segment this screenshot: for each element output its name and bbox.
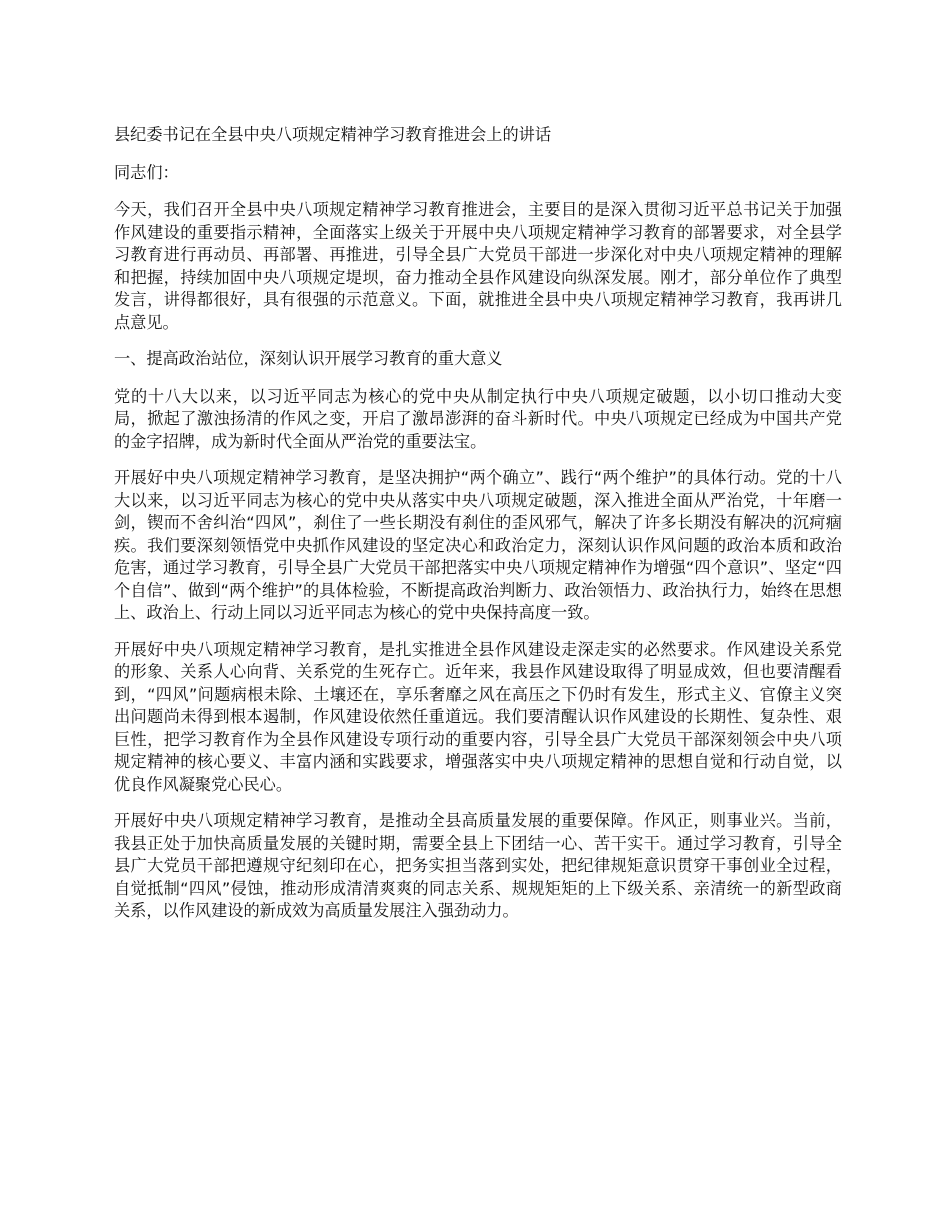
paragraph-background: 党的十八大以来，以习近平同志为核心的党中央从制定执行中央八项规定破题，以小切口推动大变局，掀起了激浊扬清的作风之变，开启了激昂澎湃的奋斗新时代。中央八项规定已经成为中国共产党的金字招牌，成为新时代全面从严治党的重要法宝。 <box>114 386 842 451</box>
paragraph-political-significance: 开展好中央八项规定精神学习教育，是坚决拥护“两个确立”、践行“两个维护”的具体行动。党的十八大以来，以习近平同志为核心的党中央从落实中央八项规定破题，深入推进全面从严治党，十年磨一剑，锲而不舍纠治“四风”，刹住了一些长期没有刹住的歪风邪气，解决了许多长期没有解决的沉疴痼疾。我们要深刻领悟党中央抓作风建设的坚定决心和政治定力，深刻认识作风问题的政治本质和政治危害，通过学习教育，引导全县广大党员干部把落实中央八项规定精神作为增强“四个意识”、坚定“四个自信”、做到“两个维护”的具体检验，不断提高政治判断力、政治领悟力、政治执行力，始终在思想上、政治上、行动上同以习近平同志为核心的党中央保持高度一致。 <box>114 468 842 622</box>
paragraph-opening: 今天，我们召开全县中央八项规定精神学习教育推进会，主要目的是深入贯彻习近平总书记关于加强作风建设的重要指示精神，全面落实上级关于开展中央八项规定精神学习教育的部署要求，对全县学习教育进行再动员、再部署、再推进，引导全县广大党员干部进一步深化对中央八项规定精神的理解和把握，持续加固中央八项规定堤坝，奋力推动全县作风建设向纵深发展。刚才，部分单位作了典型发言，讲得都很好，具有很强的示范意义。下面，就推进全县中央八项规定精神学习教育，我再讲几点意见。 <box>114 200 842 332</box>
section-heading-1: 一、提高政治站位，深刻认识开展学习教育的重大意义 <box>114 349 503 368</box>
salutation: 同志们： <box>114 162 179 182</box>
paragraph-work-style-requirement: 开展好中央八项规定精神学习教育，是扎实推进全县作风建设走深走实的必然要求。作风建设关系党的形象、关系人心向背、关系党的生死存亡。近年来，我县作风建设取得了明显成效，但也要清醒看到，“四风”问题病根未除、土壤还在，享乐奢靡之风在高压之下仍时有发生，形式主义、官僚主义突出问题尚未得到根本遏制，作风建设依然任重道远。我们要清醒认识作风建设的长期性、复杂性、艰巨性，把学习教育作为全县作风建设专项行动的重要内容，引导全县广大党员干部深刻领会中央八项规定精神的核心要义、丰富内涵和实践要求，增强落实中央八项规定精神的思想自觉和行动自觉，以优良作风凝聚党心民心。 <box>114 639 842 794</box>
paragraph-development-guarantee: 开展好中央八项规定精神学习教育，是推动全县高质量发展的重要保障。作风正，则事业兴。当前，我县正处于加快高质量发展的关键时期，需要全县上下团结一心、苦干实干。通过学习教育，引导全县广大党员干部把遵规守纪刻印在心，把务实担当落到实处，把纪律规矩意识贯穿干事创业全过程，自觉抵制“四风”侵蚀，推动形成清清爽爽的同志关系、规规矩矩的上下级关系、亲清统一的新型政商关系，以作风建设的新成效为高质量发展注入强劲动力。 <box>114 811 842 920</box>
document-page <box>114 124 842 937</box>
document-title: 县纪委书记在全县中央八项规定精神学习教育推进会上的讲话 <box>114 125 552 144</box>
